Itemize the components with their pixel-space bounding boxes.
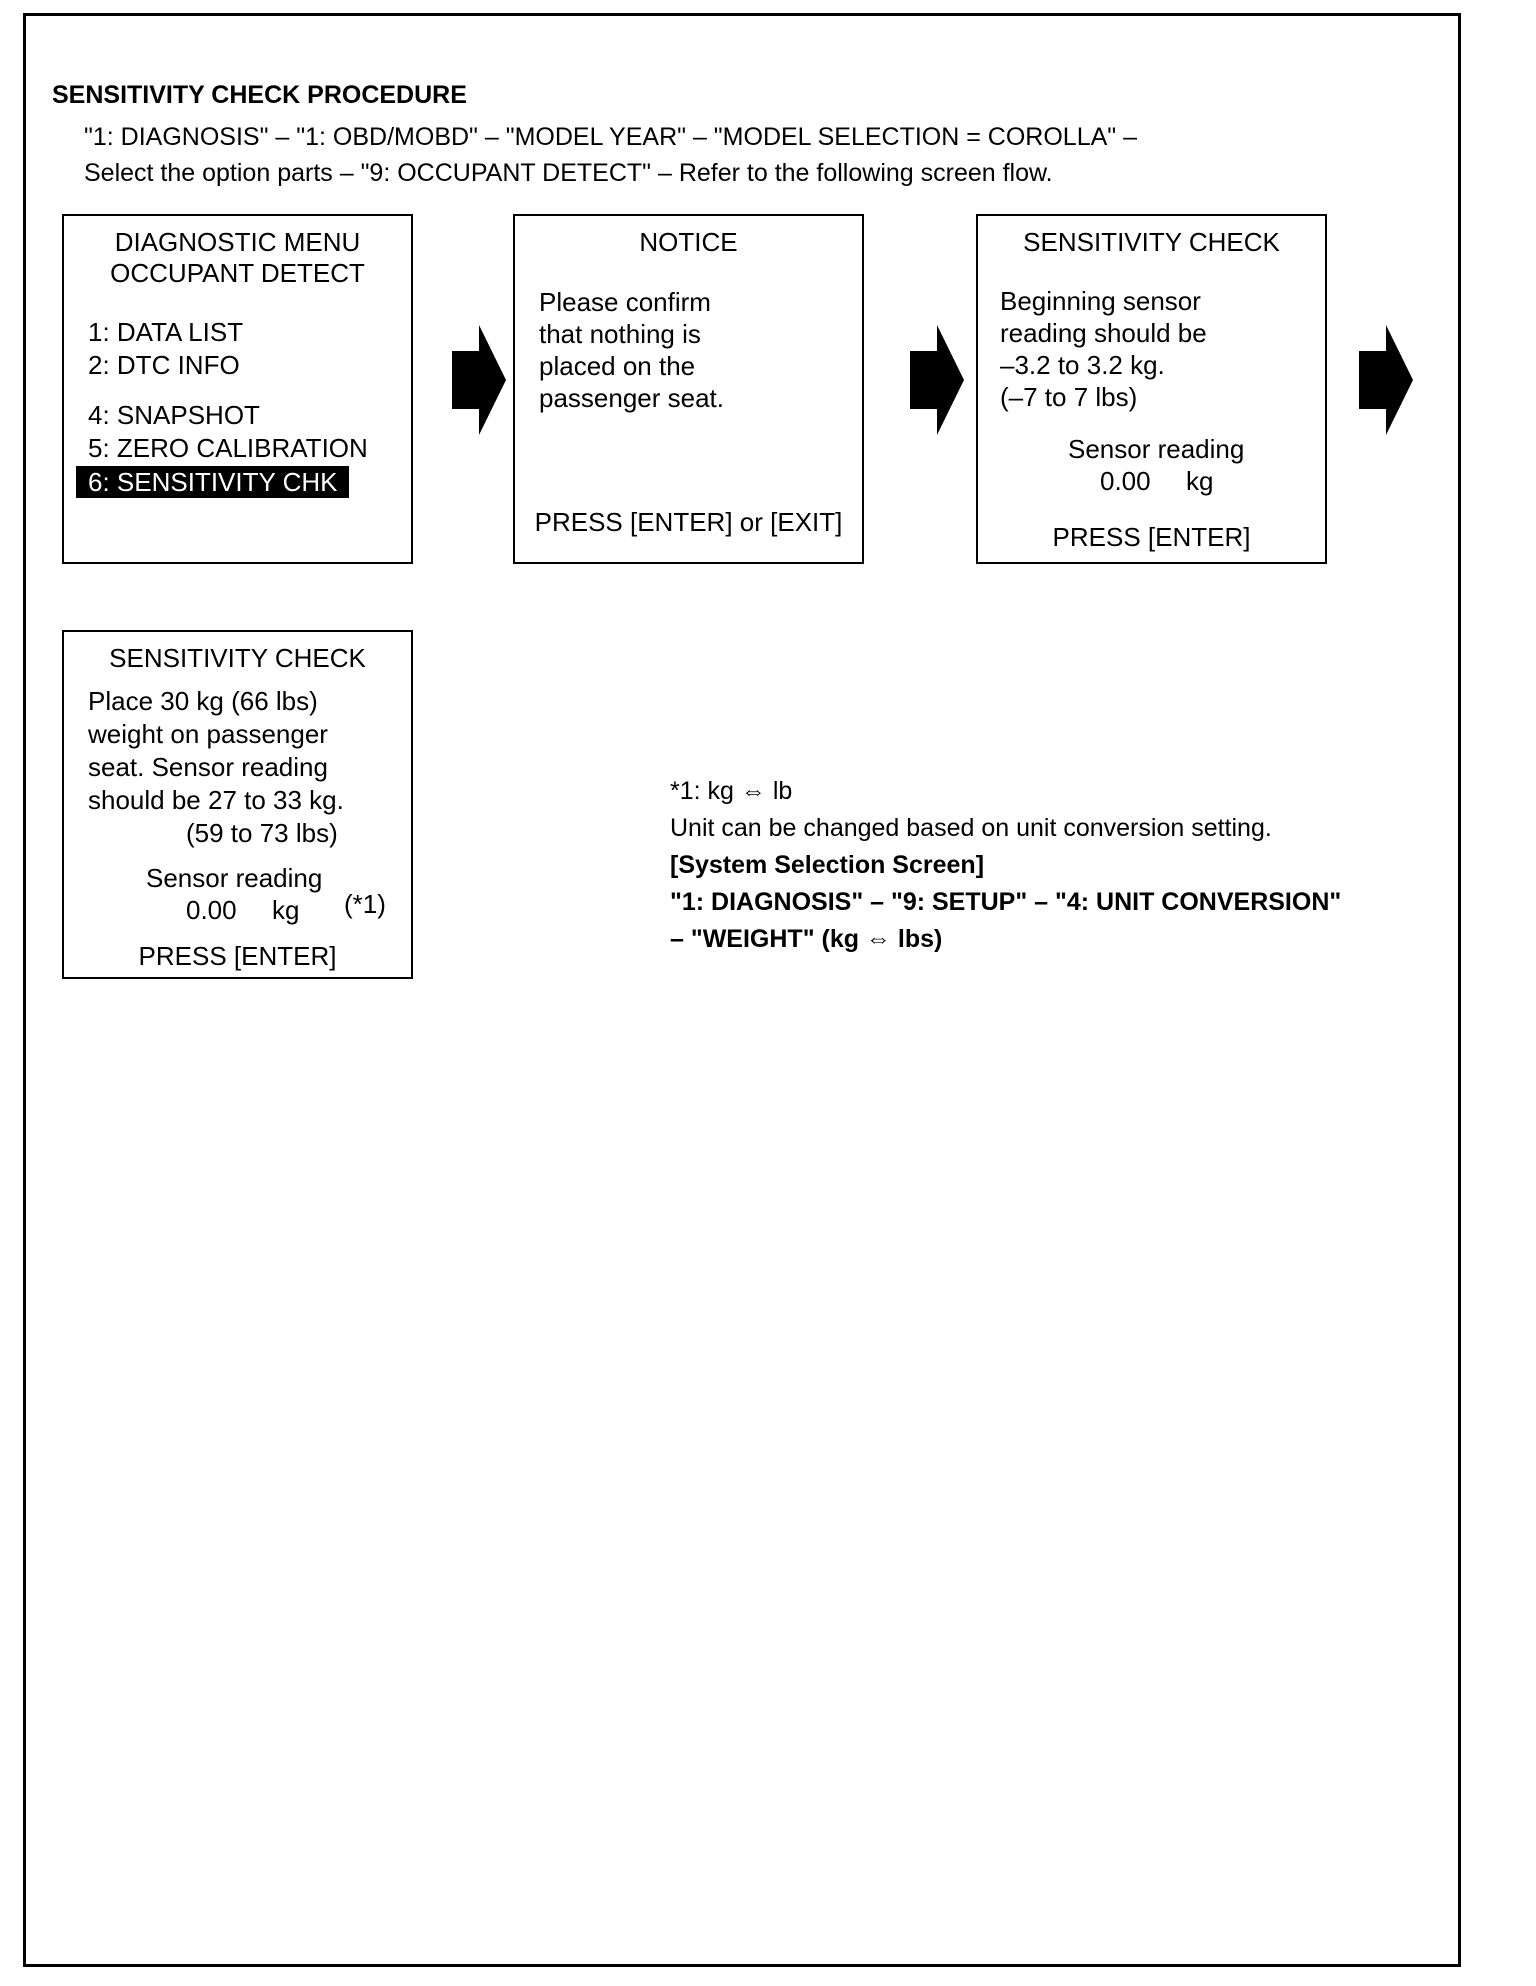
notice-press-prompt: PRESS [ENTER] or [EXIT] [534, 507, 843, 537]
sensitivity-press-prompt: PRESS [ENTER] [1052, 522, 1251, 552]
sensor-reading-value: 0.00 [186, 895, 237, 925]
footnote-description: Unit can be changed based on unit conversion setting. [670, 814, 1272, 842]
footnote-unit-toggle: *1: kg ⇔ lb [670, 777, 793, 805]
weight-check-line-3: seat. Sensor reading [88, 752, 328, 782]
weight-check-line-2: weight on passenger [88, 719, 328, 749]
flow-arrow-right-icon [910, 325, 964, 435]
footnote-path-1: "1: DIAGNOSIS" – "9: SETUP" – "4: UNIT CONVERSION" [670, 888, 1342, 916]
menu-title-2: OCCUPANT DETECT [110, 258, 365, 288]
procedure-line-1: "1: DIAGNOSIS" – "1: OBD/MOBD" – "MODEL YEAR" – "MODEL SELECTION = COROLLA" – [84, 123, 1138, 151]
flow-arrow-right-icon [452, 325, 506, 435]
menu-item-sensitivity-chk-selected[interactable]: 6: SENSITIVITY CHK [76, 466, 349, 498]
notice-line-3: placed on the [539, 351, 696, 381]
notice-title: NOTICE [639, 227, 738, 257]
procedure-line-2: Select the option parts – "9: OCCUPANT DETECT" – Refer to the following screen flow. [84, 159, 1053, 187]
sensor-reading-unit: kg [1186, 466, 1214, 496]
sensitivity-line-4: (–7 to 7 lbs) [1000, 382, 1138, 412]
footnote-path-2: – "WEIGHT" (kg ⇔ lbs) [670, 925, 943, 953]
sensor-reading-unit: kg [272, 895, 300, 925]
notice-screen [513, 214, 864, 564]
sensor-reading-value: 0.00 [1100, 466, 1151, 496]
menu-title-1: DIAGNOSTIC MENU [114, 227, 361, 257]
weight-check-line-5: (59 to 73 lbs) [186, 818, 338, 848]
sensitivity-check-screen-zero [976, 214, 1327, 564]
menu-item-snapshot[interactable]: 4: SNAPSHOT [88, 400, 260, 430]
sensor-reading-label: Sensor reading [1068, 434, 1245, 464]
footnote-reference: (*1) [344, 889, 386, 919]
sensitivity-line-1: Beginning sensor [1000, 286, 1201, 316]
diagnostic-menu-screen [62, 214, 413, 564]
notice-line-1: Please confirm [539, 287, 711, 317]
weight-check-press-prompt: PRESS [ENTER] [138, 941, 337, 971]
procedure-title: SENSITIVITY CHECK PROCEDURE [52, 81, 467, 109]
weight-check-line-4: should be 27 to 33 kg. [88, 785, 344, 815]
menu-item-data-list[interactable]: 1: DATA LIST [88, 317, 244, 347]
sensitivity-line-2: reading should be [1000, 318, 1207, 348]
weight-check-title: SENSITIVITY CHECK [109, 643, 366, 673]
weight-check-line-1: Place 30 kg (66 lbs) [88, 686, 318, 716]
notice-line-2: that nothing is [539, 319, 701, 349]
sensor-reading-label: Sensor reading [146, 863, 323, 893]
menu-item-dtc-info[interactable]: 2: DTC INFO [88, 350, 240, 380]
sensitivity-line-3: –3.2 to 3.2 kg. [1000, 350, 1165, 380]
sensitivity-check-screen-weight [62, 630, 413, 979]
flow-arrow-right-icon [1359, 325, 1413, 435]
menu-item-zero-calibration[interactable]: 5: ZERO CALIBRATION [88, 433, 368, 463]
sensitivity-title: SENSITIVITY CHECK [1023, 227, 1280, 257]
footnote-screen-name: [System Selection Screen] [670, 851, 985, 879]
notice-line-4: passenger seat. [539, 383, 725, 413]
